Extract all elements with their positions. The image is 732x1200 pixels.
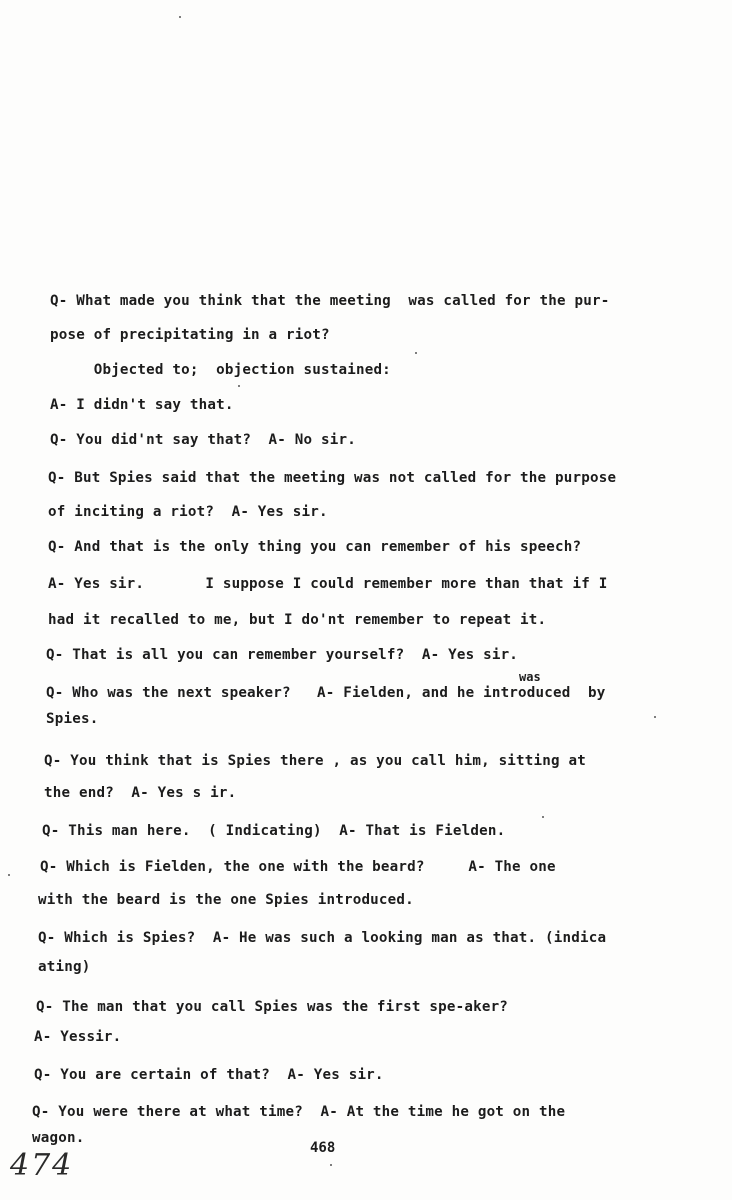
ink-speck xyxy=(8,874,10,876)
transcript-line-21: Q- The man that you call Spies was the first spe-aker? xyxy=(36,999,509,1015)
ink-speck xyxy=(238,385,240,387)
transcript-line-19: Q- Which is Spies? A- He was such a looking man as that. (indica xyxy=(38,930,607,946)
transcript-line-8: Q- And that is the only thing you can remember of his speech? xyxy=(48,539,582,555)
transcript-line-24: Q- You were there at what time? A- At the time he got on the xyxy=(32,1104,566,1120)
transcript-line-17: Q- Which is Fielden, the one with the beard? A- The one xyxy=(40,859,556,875)
transcript-line-7: of inciting a riot? A- Yes sir. xyxy=(48,504,328,520)
transcript-line-15: the end? A- Yes s ir. xyxy=(44,785,237,801)
transcript-line-5: Q- You did'nt say that? A- No sir. xyxy=(50,432,356,448)
ink-speck xyxy=(654,716,656,718)
transcript-line-6: Q- But Spies said that the meeting was not called for the purpose xyxy=(48,470,617,486)
transcript-line-13: Spies. xyxy=(46,711,99,727)
transcript-line-9: A- Yes sir. I suppose I could remember more than that if I xyxy=(48,576,608,592)
transcript-line-16: Q- This man here. ( Indicating) A- That is Fielden. xyxy=(42,823,506,839)
transcript-line-23: Q- You are certain of that? A- Yes sir. xyxy=(34,1067,384,1083)
ink-speck xyxy=(330,1164,332,1166)
page-number: 468 xyxy=(310,1140,336,1156)
transcript-line-11: Q- That is all you can remember yourself? A- Yes sir. xyxy=(46,647,519,663)
transcript-line-22: A- Yessir. xyxy=(34,1029,122,1045)
transcript-line-3: Objected to; objection sustained: xyxy=(50,362,391,378)
transcript-line-18: with the beard is the one Spies introduced. xyxy=(38,892,414,908)
transcript-line-1: Q- What made you think that the meeting was called for the pur- xyxy=(50,293,610,309)
ink-speck xyxy=(542,816,544,818)
transcript-line-12: Q- Who was the next speaker? A- Fielden, and he introduced by xyxy=(46,685,606,701)
transcript-line-10: had it recalled to me, but I do'nt remember to repeat it. xyxy=(48,612,547,628)
ink-speck xyxy=(415,352,417,354)
transcript-line-2: pose of precipitating in a riot? xyxy=(50,327,330,343)
transcript-line-14: Q- You think that is Spies there , as you call him, sitting at xyxy=(44,753,586,769)
ink-speck xyxy=(179,16,181,18)
transcript-line-20: ating) xyxy=(38,959,91,975)
interlinear-insertion: was xyxy=(519,670,541,684)
transcript-line-4: A- I didn't say that. xyxy=(50,397,234,413)
handwritten-folio-number: 474 xyxy=(10,1148,74,1183)
transcript-line-25: wagon. xyxy=(32,1130,85,1146)
